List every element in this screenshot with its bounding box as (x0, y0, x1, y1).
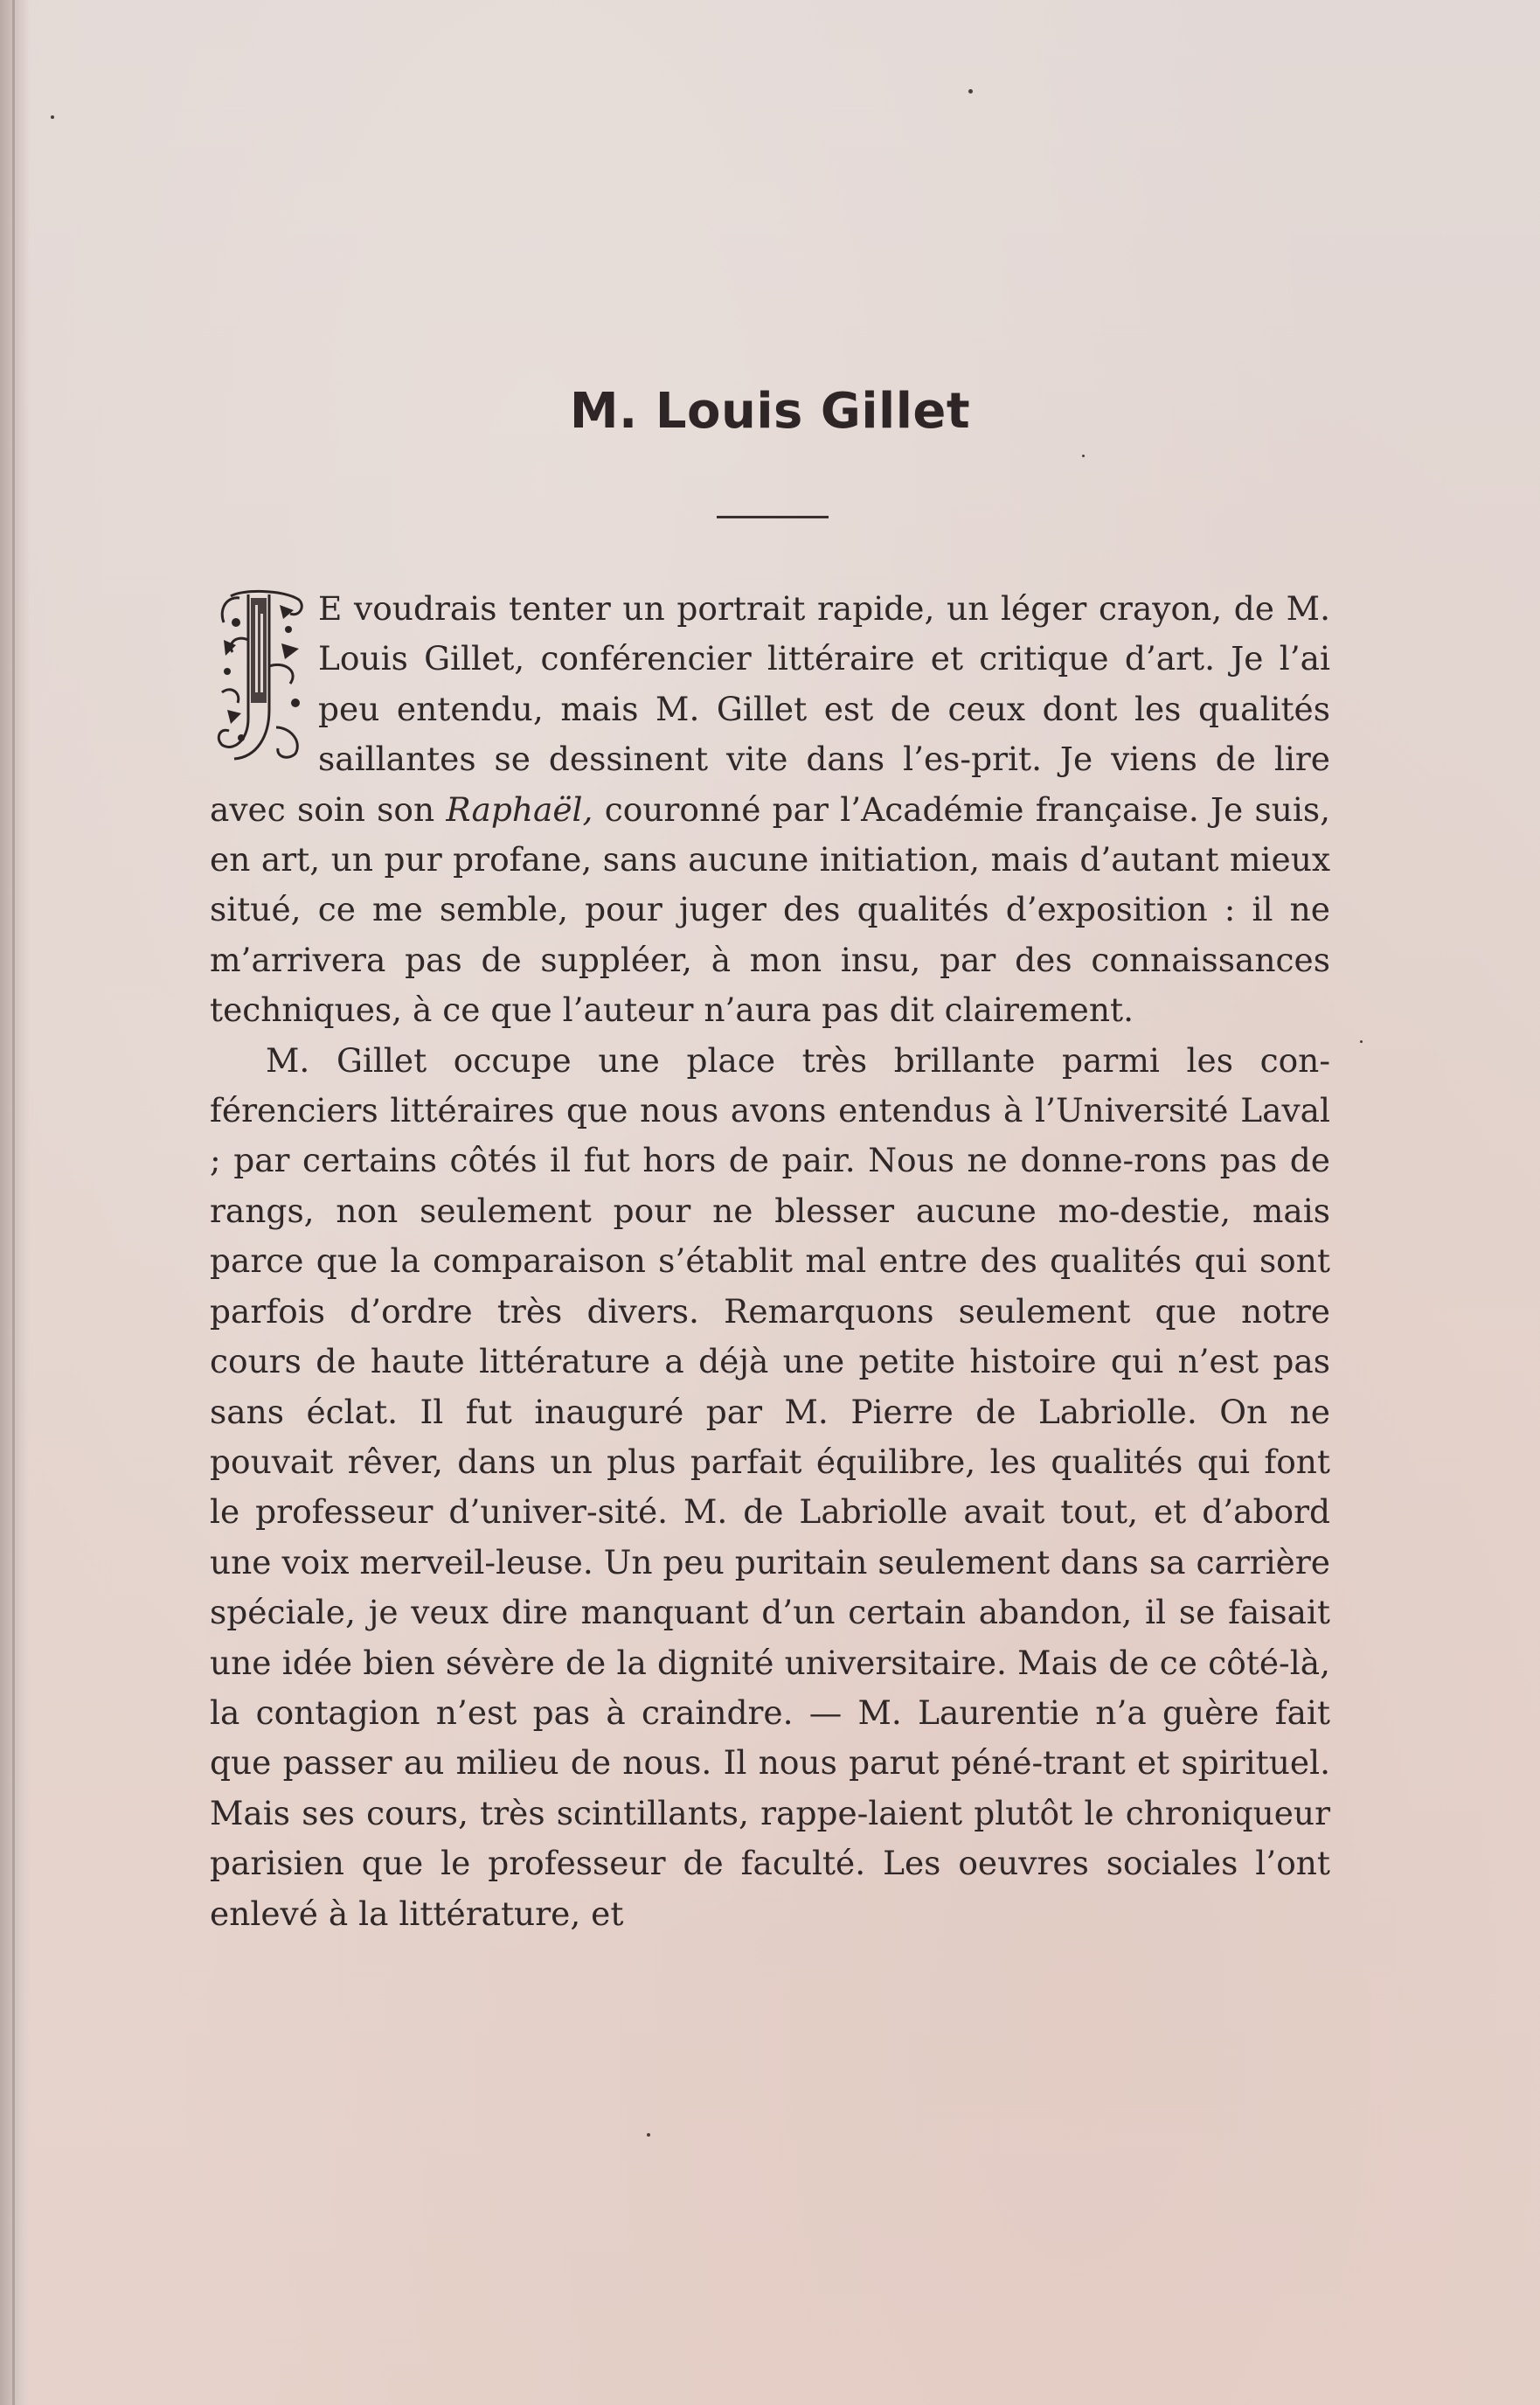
page-spine-line (12, 0, 15, 2405)
article-body (210, 584, 1330, 1939)
paper-speck (968, 89, 973, 94)
dropcap-space (210, 584, 318, 776)
page-binding-shadow (0, 0, 30, 2405)
title-rule (717, 516, 829, 518)
paper-speck (51, 115, 54, 119)
paper-speck (647, 2133, 650, 2137)
paragraph-1 (210, 584, 1330, 1036)
paragraph-2: M. Gillet occupe une place très brillante parmi les con-férenciers littéraires que nous avons entendus à l’Université Laval ; par certains côtés il fut hors de pair. Nous ne donne-rons pas de rangs, non seulement pour ne blesser aucune mo-destie, mais parce que la comparaison s’établit mal entre des qualités qui sont parfois d’ordre très divers. Remarquons seulement que notre cours de haute littérature a déjà une petite histoire qui n’est pas sans éclat. Il fut inauguré par M. Pierre de Labriolle. On ne pouvait rêver, dans un plus parfait équilibre, les qualités qui font le professeur d’univer-sité. M. de Labriolle avait tout, et d’abord une voix merveil-leuse. Un peu puritain seulement dans sa carrière spéciale, je veux dire manquant d’un certain abandon, il se faisait une idée bien sévère de la dignité universitaire. Mais de ce côté-là, la contagion n’est pas à craindre. — M. Laurentie n’a guère fait que passer au milieu de nous. Il nous parut péné-trant et spirituel. Mais ses cours, très scintillants, rappe-laient plutôt le chroniqueur parisien que le professeur de faculté. Les oeuvres sociales l’ont enlevé à la littérature, et (210, 1040, 1330, 1933)
book-title-raphael: Raphaël, (446, 789, 593, 829)
paragraph-1-end: couronné par l’Académie française. Je suis, en art, un pur profane, sans aucune initiation, mais d’autant mieux situé, ce me semble, pour juger des qualités d’exposition : il ne m’arrivera pas de suppléer, à mon insu, par des connaissances techniques, à ce que l’auteur n’aura pas dit clairement. (210, 789, 1331, 1030)
paper-speck (1360, 1040, 1363, 1043)
paper-speck (1082, 455, 1085, 457)
paragraph-1-text: E voudrais tenter un portrait rapide, un léger crayon, de M. Louis Gillet, conférencier littéraire et critique d’art. Je l’ai peu entendu, mais M. Gillet est de ceux dont les qualités saillantes se dessinent vite dans l’es-prit. Je viens de lire avec soin son (210, 589, 1330, 829)
article-title: M. Louis Gillet (569, 383, 971, 440)
